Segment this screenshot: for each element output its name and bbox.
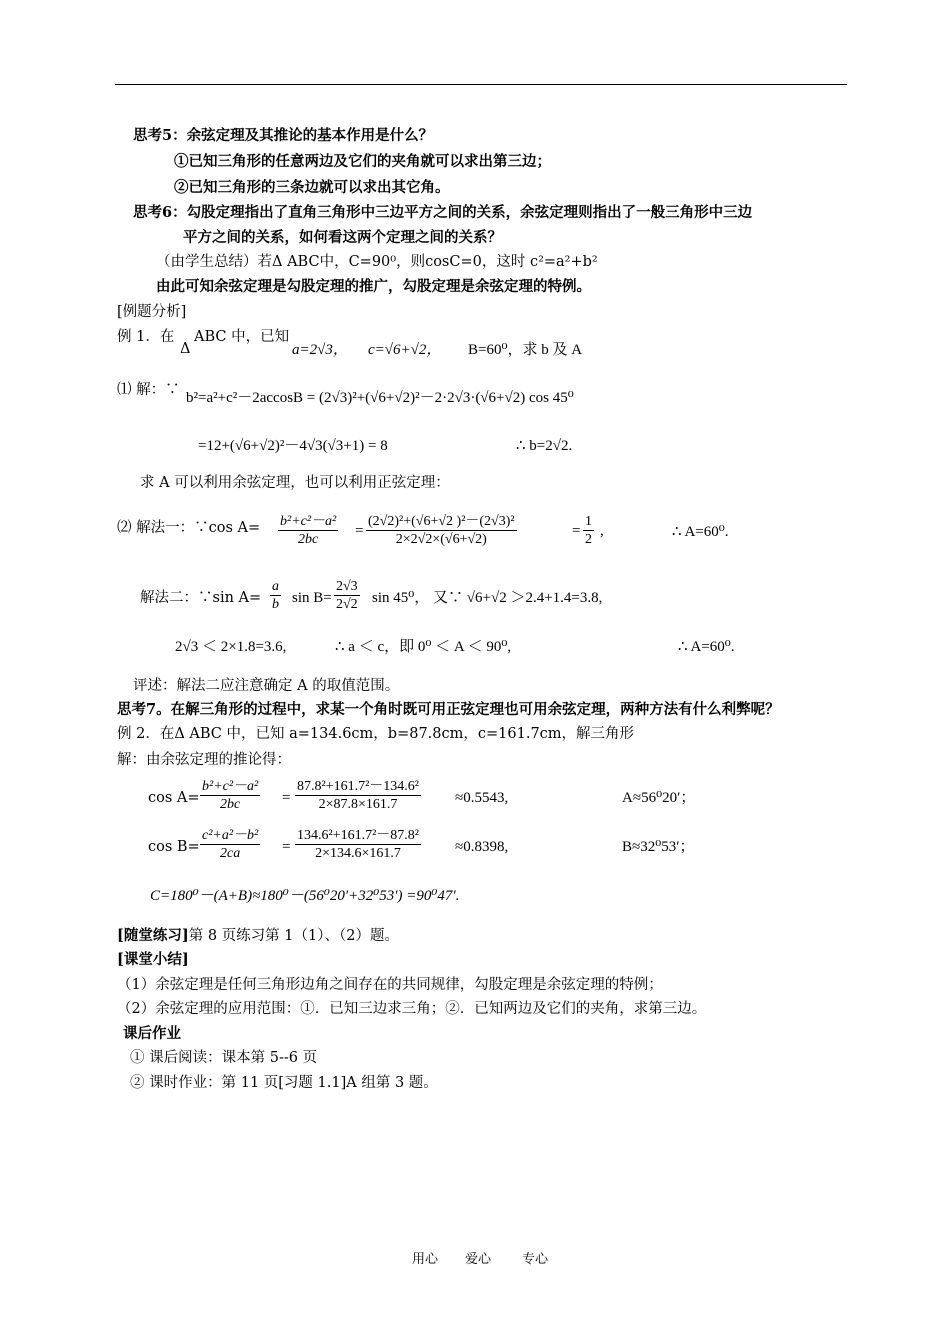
equals-sign: = (355, 523, 364, 539)
think5-item1: ①已知三角形的任意两边及它们的夹角就可以求出第三边； (174, 153, 551, 170)
fraction-numerator: b²+c²－a² (280, 514, 337, 529)
fraction-denominator: 2×2√2×(√6+√2) (395, 532, 487, 547)
fraction-denominator: 2√2 (336, 597, 358, 612)
ex2-cosA-value: ≈0.5543, (455, 790, 509, 806)
fraction-numerator: 1 (585, 514, 592, 529)
ex2-cosB-value: ≈0.8398, (455, 839, 509, 855)
fraction-numerator: a (272, 579, 279, 594)
ex1-given-c: c=√6+√2， (368, 342, 442, 358)
summary-item1: （1）余弦定理是任何三角形边角之间存在的共同规律，勾股定理是余弦定理的特例； (117, 977, 663, 993)
ex1-method1-label: ⑵ 解法一：∵cos A= (117, 520, 261, 536)
equals-sign: = (572, 523, 581, 539)
ex2-cosA-label: cos A= (148, 790, 200, 806)
ex2-cosA-fraction (200, 778, 260, 813)
fraction-numerator: (2√2)²+(√6+√2 )²－(2√3)² (368, 514, 515, 529)
ex1-given-B: B=60⁰，求 b 及 A (468, 342, 583, 358)
ex2-cosB-fraction (200, 827, 260, 862)
practice-heading: [随堂练习] (117, 927, 189, 944)
ex1-method2-label: 解法二：∵sin A= (140, 590, 262, 606)
fraction-denominator: b (272, 597, 279, 612)
ex1-given-a: a=2√3， (292, 342, 348, 358)
homework-item1: ① 课后阅读：课本第 5--6 页 (130, 1050, 318, 1066)
think6-title-line2: 平方之间的关系，如何看这两个定理之间的关系？ (183, 229, 502, 246)
ex1-method1-fraction (278, 513, 338, 548)
think7: 思考7。在解三角形的过程中，求某一个角时既可用正弦定理也可用余弦定理，两种方法有什么利弊呢？ (117, 701, 780, 718)
footer-text-1: 用心 (412, 1252, 439, 1267)
ex1-method2-line2a: 2√3 ＜ 2×1.8=3.6, (175, 639, 287, 655)
ex1-delta: Δ (180, 341, 191, 357)
fraction-denominator: 2×87.8×161.7 (318, 797, 398, 812)
think6-summary: （由学生总结）若Δ ABC中，C=90⁰，则cosC=0，这时 c²=a²+b² (156, 254, 598, 270)
practice-text: 第 8 页练习第 1（1）、（2）题。 (188, 928, 399, 944)
ex1-half-fraction (583, 513, 594, 548)
footer-text-2: 爱心 (465, 1252, 492, 1267)
ex1-intro: 例 1．在 (117, 329, 175, 345)
ex1-part1-result: ∴ b=2√2. (516, 438, 573, 454)
fraction-denominator: 2bc (220, 797, 241, 812)
comma: , (600, 523, 604, 539)
ex2-cosA-fraction2 (295, 778, 421, 813)
ex2-solution-intro: 解：由余弦定理的推论得： (117, 752, 291, 768)
ex2-B-value: B≈32⁰53′； (622, 839, 695, 855)
fraction-numerator: c²+a²－b² (202, 828, 259, 843)
ex1-method2-line2b: ∴ a ＜ c，即 0⁰ ＜ A ＜ 90⁰, (335, 639, 512, 655)
ex1-part1-equation2: =12+(√6+√2)²－4√3(√3+1) = 8 (198, 438, 388, 454)
ex1-method1-result: ∴ A=60⁰. (672, 524, 729, 540)
fraction-numerator: 134.6²+161.7²－87.8² (297, 828, 419, 843)
ex1-find-A: 求 A 可以利用余弦定理，也可以利用正弦定理： (140, 475, 450, 491)
ex2-intro: 例 2．在Δ ABC 中，已知 a=134.6cm，b=87.8cm，c=161.7cm，解三角形 (117, 726, 635, 742)
summary-item2: （2）余弦定理的应用范围：①．已知三边求三角；②．已知两边及它们的夹角，求第三边。 (117, 1001, 707, 1017)
ex1-comment: 评述：解法二应注意确定 A 的取值范围。 (133, 678, 400, 694)
fraction-denominator: 2ca (220, 846, 241, 861)
ex1-method1-fraction2 (366, 513, 517, 548)
fraction-numerator: 2√3 (336, 579, 358, 594)
summary-heading: [课堂小结] (117, 951, 189, 968)
ex2-A-value: A≈56⁰20′； (622, 790, 696, 806)
ex1-method2-tail: sin 45⁰， 又∵ √6+√2 ＞2.4+1.4=3.8, (372, 590, 603, 606)
ex1-method2-result: ∴ A=60⁰. (678, 639, 735, 655)
fraction-denominator: 2×134.6×161.7 (315, 846, 401, 861)
ex2-cosB-label: cos B= (148, 839, 200, 855)
ex2-C-line: C=180⁰－(A+B)≈180⁰－(56⁰20′+32⁰53′) =90⁰47′. (150, 888, 460, 904)
practice-line (117, 926, 399, 946)
think5-item2: ②已知三角形的三条边就可以求出其它角。 (174, 179, 450, 196)
ex1-abc: ABC 中，已知 (194, 329, 290, 345)
think6-conclusion: 由此可知余弦定理是勾股定理的推广，勾股定理是余弦定理的特例。 (156, 278, 591, 295)
header-rule (115, 84, 847, 85)
ex1-method2-sinB: sin B= (292, 590, 332, 606)
ex1-part1-label: ⑴ 解：∵ (117, 382, 180, 398)
think6-title-line1: 思考6：勾股定理指出了直角三角形中三边平方之间的关系，余弦定理则指出了一般三角形中三边 (133, 204, 753, 221)
fraction-denominator: 2 (585, 532, 592, 547)
fraction-denominator: 2bc (298, 532, 319, 547)
ex1-method2-fraction (334, 578, 360, 613)
think5-title: 思考5：余弦定理及其推论的基本作用是什么？ (133, 127, 434, 144)
homework-heading: 课后作业 (123, 1025, 181, 1042)
fraction-numerator: b²+c²－a² (202, 779, 259, 794)
homework-item2: ② 课时作业：第 11 页[习题 1.1]A 组第 3 题。 (130, 1075, 438, 1091)
fraction-numerator: 87.8²+161.7²－134.6² (297, 779, 419, 794)
equals-sign: = (282, 790, 291, 806)
footer-text-3: 专心 (522, 1252, 549, 1267)
ex1-method2-ratio (270, 578, 281, 613)
example-heading: [例题分析] (117, 304, 187, 320)
ex2-cosB-fraction2 (295, 827, 421, 862)
ex1-part1-equation: b²=a²+c²－2accosB = (2√3)²+(√6+√2)²－2·2√3·(√6+√2) cos 45⁰ (186, 390, 574, 406)
equals-sign: = (282, 839, 291, 855)
